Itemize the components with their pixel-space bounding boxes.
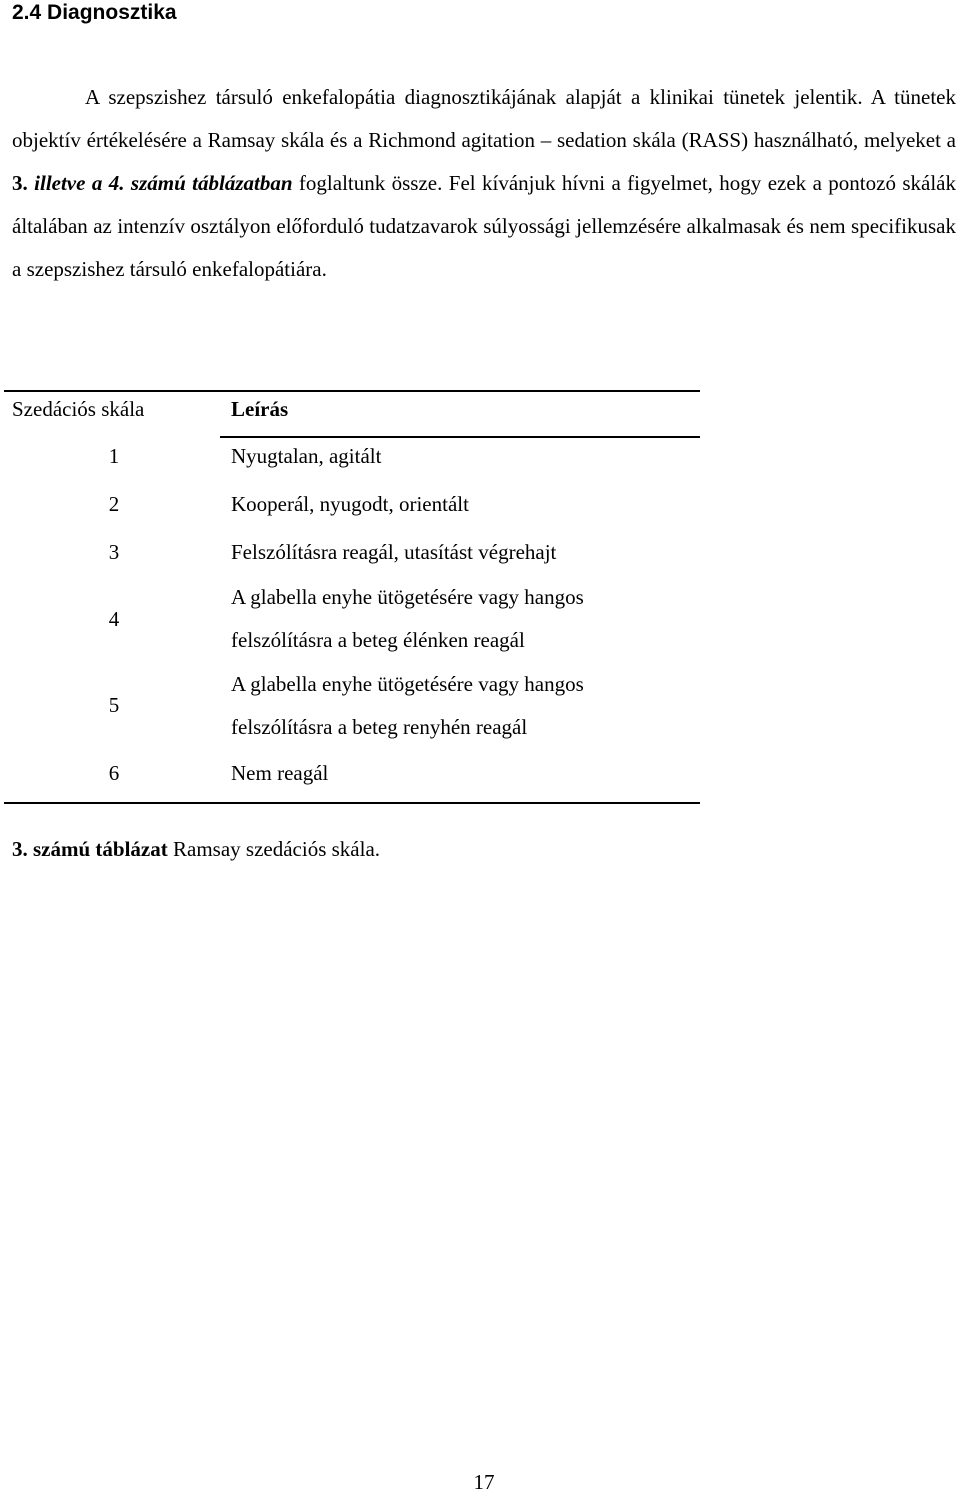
section-heading: 2.4 Diagnosztika <box>12 1 177 24</box>
row-1-scale: 1 <box>108 444 120 468</box>
paragraph-text-1: A szepszishez társuló enkefalopátia diagnosztikájának alapját a klinikai tünetek jelentik. A tünetek objektív értékelésére a Ramsay skála és a Richmond agitation – sedation skála (RASS) használható, melyeket a <box>12 85 956 152</box>
row-5-description-line1: A glabella enyhe ütögetésére vagy hangos <box>231 672 584 696</box>
table-top-rule <box>4 390 700 392</box>
table-reference-number: 3. <box>12 171 28 195</box>
row-3-scale: 3 <box>108 540 120 564</box>
caption-text: Ramsay szedációs skála. <box>167 837 381 861</box>
row-6-description: Nem reagál <box>231 761 329 785</box>
table-caption <box>12 836 380 862</box>
paragraph-text-2: foglaltunk össze. Fel kívánjuk hívni a figyelmet, hogy ezek a pontozó skálák általában az intenzív osztályon előforduló tudatzavarok súlyossági jellemzésére alkalmasak és nem specifikusak a szepszishez társuló enkefalopátiára. <box>12 171 956 281</box>
table-header-rule <box>220 436 700 438</box>
row-4-description-line1: A glabella enyhe ütögetésére vagy hangos <box>231 585 584 609</box>
caption-label: 3. számú táblázat <box>12 837 168 861</box>
row-2-scale: 2 <box>108 492 120 516</box>
table-bottom-rule <box>4 802 700 804</box>
row-6-scale: 6 <box>108 761 120 785</box>
row-4-scale: 4 <box>108 607 120 631</box>
row-5-scale: 5 <box>108 693 120 717</box>
body-paragraph <box>12 76 956 291</box>
table-reference-text: illetve a 4. számú táblázatban <box>27 171 293 195</box>
row-5-description-line2: felszólításra a beteg renyhén reagál <box>231 715 528 739</box>
header-description: Leírás <box>231 397 289 421</box>
row-2-description: Kooperál, nyugodt, orientált <box>231 492 469 516</box>
row-4-description-line2: felszólításra a beteg élénken reagál <box>231 628 525 652</box>
row-1-description: Nyugtalan, agitált <box>231 444 382 468</box>
header-scale: Szedációs skála <box>12 397 145 421</box>
page-number: 17 <box>473 1470 495 1494</box>
row-3-description: Felszólításra reagál, utasítást végrehajt <box>231 540 557 564</box>
